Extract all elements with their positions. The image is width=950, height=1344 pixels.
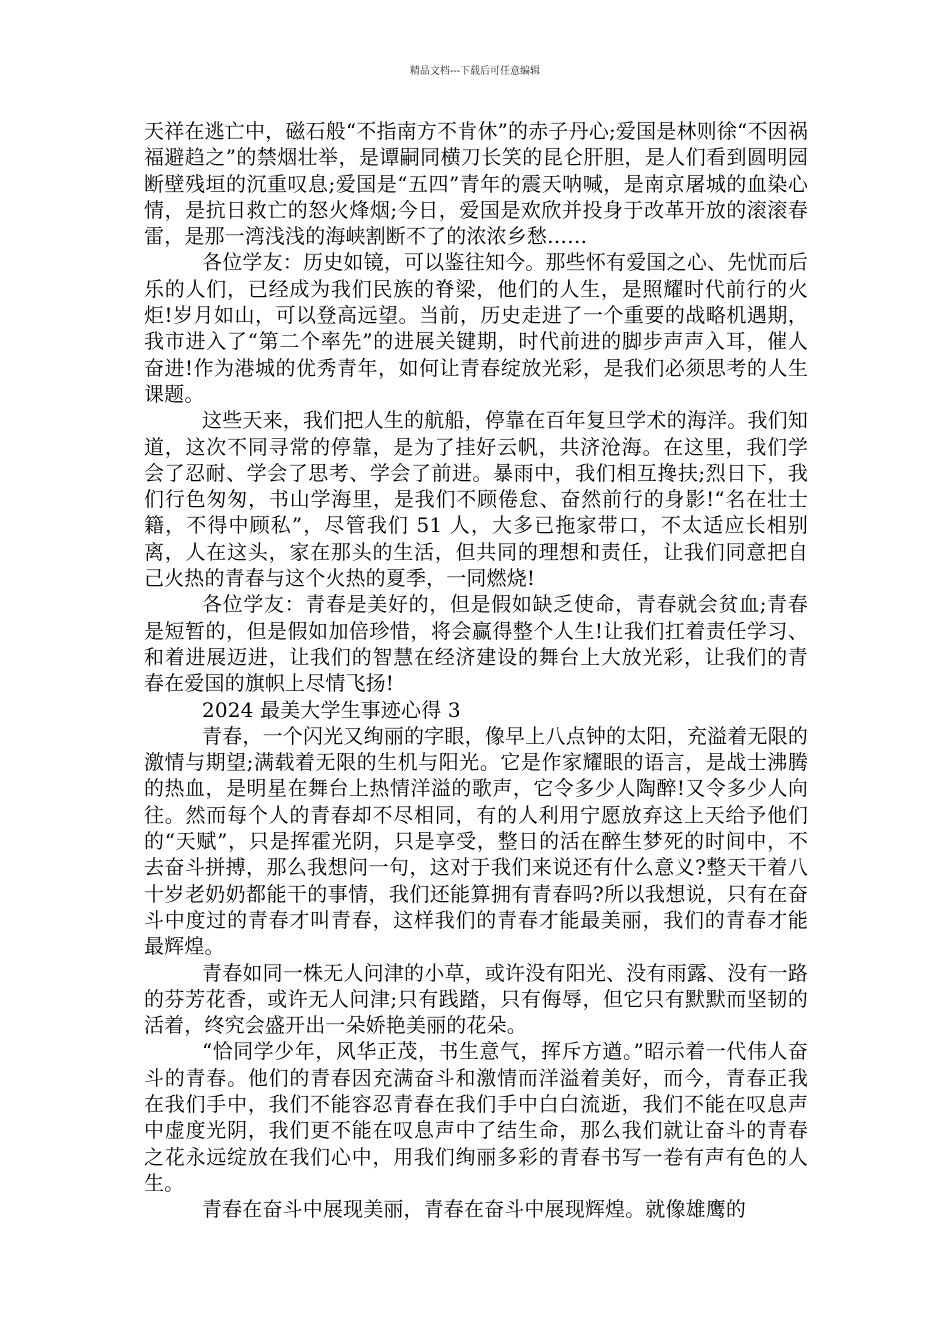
paragraph-6: 青春如同一株无人问津的小草，或许没有阳光、没有雨露、没有一路的芬芳花香，或许无人问津;只有践踏，只有侮辱，但它只有默默而坚韧的活着，终究会盛开出一朵娇艳美丽的花朵。	[144, 960, 808, 1038]
paragraph-2: 各位学友：历史如镜，可以鉴往知今。那些怀有爱国之心、先忧而后乐的人们，已经成为我们民族的脊梁，他们的人生，是照耀时代前行的火炬!岁月如山，可以登高远望。当前，历史走进了一个重要的战略机遇期，我市进入了“第二个率先”的进展关键期，时代前进的脚步声声入耳，催人奋进!作为港城的优秀青年，如何让青春绽放光彩，是我们必须思考的人生课题。	[144, 250, 808, 406]
document-body	[144, 118, 808, 1222]
paragraph-1: 天祥在逃亡中，磁石般“不指南方不肯休”的赤子丹心;爱国是林则徐“不因祸福避趋之”的禁烟壮举，是谭嗣同横刀长笑的昆仑肝胆，是人们看到圆明园断壁残垣的沉重叹息;爱国是“五四”青年的震天呐喊，是南京屠城的血染心情，是抗日救亡的怒火烽烟;今日，爱国是欢欣并投身于改革开放的滚滚春雷，是那一湾浅浅的海峡割断不了的浓浓乡愁……	[144, 119, 808, 249]
page-header: 精品文档---下载后可任意编辑	[409, 66, 541, 77]
paragraph-8: 青春在奋斗中展现美丽，青春在奋斗中展现辉煌。就像雄鹰的	[202, 1197, 747, 1222]
paragraph-7: “恰同学少年，风华正茂，书生意气，挥斥方遒。”昭示着一代伟人奋斗的青春。他们的青春因充满奋斗和激情而洋溢着美好，而今，青春正我在我们手中，我们不能容忍青春在我们手中白白流逝，我们不能在叹息声中虚度光阴，我们更不能在叹息声中了结生命，那么我们就让奋斗的青春之花永远绽放在我们心中，用我们绚丽多彩的青春书写一卷有声有色的人生。	[144, 1039, 808, 1195]
section-heading: 2024 最美大学生事迹心得 3	[202, 697, 461, 722]
paragraph-4: 各位学友：青春是美好的，但是假如缺乏使命，青春就会贫血;青春是短暂的，但是假如加倍珍惜，将会赢得整个人生!让我们扛着责任学习、和着进展迈进，让我们的智慧在经济建设的舞台上大放光彩，让我们的青春在爱国的旗帜上尽情飞扬!	[144, 592, 808, 696]
paragraph-3: 这些天来，我们把人生的航船，停靠在百年复旦学术的海洋。我们知道，这次不同寻常的停靠，是为了挂好云帆，共济沧海。在这里，我们学会了忍耐、学会了思考、学会了前进。暴雨中，我们相互搀扶;烈日下，我们行色匆匆，书山学海里，是我们不顾倦怠、奋然前行的身影!“名在壮士籍，不得中顾私”，尽管我们 51 人，大多已拖家带口，不太适应长相别离，人在这头，家在那头的生活，但共同的理想和责任，让我们同意把自己火热的青春与这个火热的夏季，一同燃烧!	[144, 408, 808, 591]
paragraph-5: 青春，一个闪光又绚丽的字眼，像早上八点钟的太阳，充溢着无限的激情与期望;满载着无限的生机与阳光。它是作家耀眼的语言，是战士沸腾的热血，是明星在舞台上热情洋溢的歌声，它令多少人陶醉!又令多少人向往。然而每个人的青春却不尽相同，有的人利用宁愿放弃这上天给予他们的“天赋”，只是挥霍光阴，只是享受，整日的活在醉生梦死的时间中，不去奋斗拼搏，那么我想问一句，这对于我们来说还有什么意义?整天干着八十岁老奶奶都能干的事情，我们还能算拥有青春吗?所以我想说，只有在奋斗中度过的青春才叫青春，这样我们的青春才能最美丽，我们的青春才能最辉煌。	[144, 723, 808, 959]
